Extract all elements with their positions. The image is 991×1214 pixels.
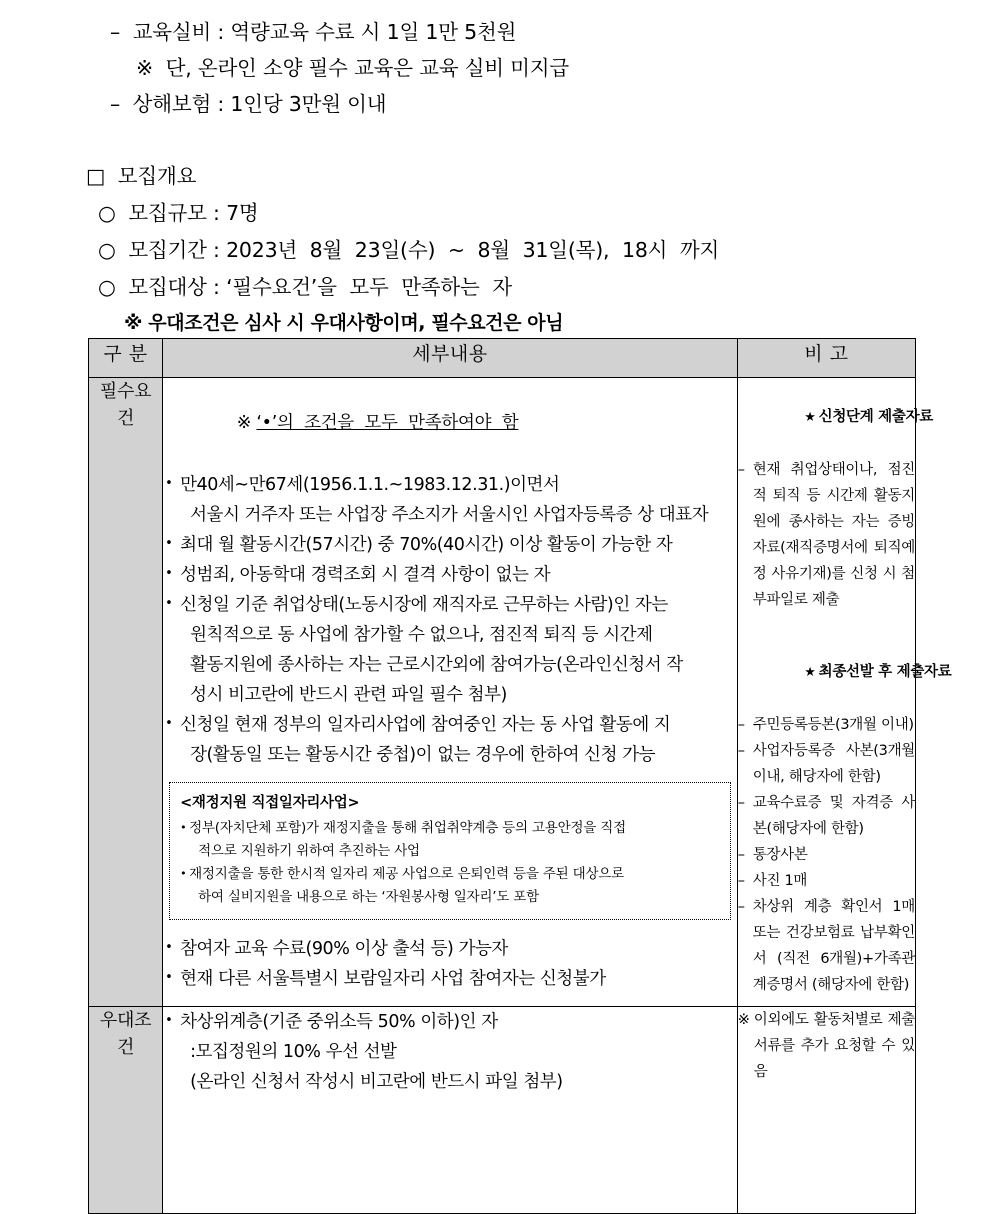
bigo-extra-note: ※ 이외에도 활동처별로 제출서류를 추가 요청할 수 있음 xyxy=(738,1007,915,1085)
row-bigo-preferred xyxy=(737,1007,915,1214)
list-item: – 사업자등록증 사본(3개월 이내, 해당자에 한함) xyxy=(738,738,915,790)
row-detail-preferred xyxy=(163,1007,738,1214)
bigo-section2-title xyxy=(738,633,952,712)
overview-note: ※ 우대조건은 심사 시 우대사항이며, 필수요건은 아님 xyxy=(124,312,564,334)
table-header-row xyxy=(89,339,916,378)
header-gubun: 구 분 xyxy=(89,339,163,378)
bigo-section1-title xyxy=(738,378,934,457)
list-item: • 최대 월 활동시간(57시간) 중 70%(40시간) 이상 활동이 가능한 자 xyxy=(163,530,737,560)
list-item: • 재정지출을 통한 한시적 일자리 제공 사업으로 은퇴인력 등을 주된 대상으로 하여 실비지원을 내용으로 하는 ‘자원봉사형 일자리’도 포함 xyxy=(180,863,720,909)
bigo-section2-title-text: 최종선발 후 제출자료 xyxy=(818,664,952,680)
list-item: • 성범죄, 아동학대 경력조회 시 결격 사항이 없는 자 xyxy=(163,560,737,590)
list-item: – 현재 취업상태이나, 점진적 퇴직 등 시간제 활동지원에 종사하는 자는 증빙자료(재직증명서에 퇴직예정 사유기재)를 신청 시 첨부파일로 제출 xyxy=(738,457,915,613)
intro-line-1: – 교육실비 : 역량교육 수료 시 1일 1만 5천원 xyxy=(110,20,517,44)
row-detail-required xyxy=(163,378,738,1007)
fiscal-box-title: <재정지원 직접일자리사업> xyxy=(180,795,360,811)
requirements-table-wrap xyxy=(88,338,952,1214)
list-item-continuation: 성시 비고란에 반드시 관련 파일 필수 첨부) xyxy=(190,685,507,705)
bigo-section2-list xyxy=(738,712,915,998)
intro-line-2: ※ 단, 온라인 소양 필수 교육은 교육 실비 미지급 xyxy=(136,56,569,80)
table-row-required xyxy=(89,378,916,1007)
list-item: • 차상위계층(기준 중위소득 50% 이하)인 자 :모집정원의 10% 우선 선발 (온라인 신청서 작성시 비고란에 반드시 파일 첨부) xyxy=(163,1007,737,1097)
overview-item-scale: ○ 모집규모 : 7명 xyxy=(98,201,259,225)
list-item: – 통장사본 xyxy=(738,842,915,868)
list-item-continuation: (온라인 신청서 작성시 비고란에 반드시 파일 첨부) xyxy=(190,1072,563,1092)
required-bullet-list xyxy=(163,470,737,770)
overview-item-target: ○ 모집대상 : ‘필수요건’을 모두 만족하는 자 xyxy=(98,275,512,299)
list-item: – 교육수료증 및 자격증 사본(해당자에 한함) xyxy=(738,790,915,842)
star-icon-2: ★ xyxy=(804,665,816,680)
list-item-continuation: 활동지원에 종사하는 자는 근로시간외에 참여가능(온라인신청서 작 xyxy=(190,655,683,675)
fiscal-support-box xyxy=(169,782,731,920)
required-bullet-list-after xyxy=(163,934,737,994)
header-detail: 세부내용 xyxy=(163,339,738,378)
list-item: – 차상위 계층 확인서 1매 또는 건강보험료 납부확인서 (직전 6개월)+가족관계증명서 (해당자에 한함) xyxy=(738,894,915,998)
fiscal-box-bullet-list xyxy=(180,817,720,909)
intro-line-3: – 상해보험 : 1인당 3만원 이내 xyxy=(110,92,387,116)
list-item-continuation: 장(활동일 또는 활동시간 중첩)이 없는 경우에 한하여 신청 가능 xyxy=(190,745,656,765)
header-bigo: 비 고 xyxy=(737,339,915,378)
list-item-continuation: 하여 실비지원을 내용으로 하는 ‘자원봉사형 일자리’도 포함 xyxy=(198,889,539,905)
bigo-section1-title-text: 신청단계 제출자료 xyxy=(818,409,934,425)
bigo-spacer xyxy=(738,613,915,633)
note-underlined-text: ‘•’의 조건을 모두 만족하여야 함 xyxy=(256,413,519,433)
list-item: • 참여자 교육 수료(90% 이상 출석 등) 가능자 xyxy=(163,934,737,964)
note-star: ※ xyxy=(236,413,257,433)
list-item-continuation: 서울시 거주자 또는 사업장 주소지가 서울시인 사업자등록증 상 대표자 xyxy=(190,505,709,525)
preferred-bullet-list xyxy=(163,1007,737,1097)
list-item-continuation: 원칙적으로 동 사업에 참가할 수 없으나, 점진적 퇴직 등 시간제 xyxy=(190,625,653,645)
list-item-continuation: 적으로 지원하기 위하여 추진하는 사업 xyxy=(198,843,420,859)
star-icon: ★ xyxy=(804,410,816,425)
list-item-continuation: :모집정원의 10% 우선 선발 xyxy=(190,1042,397,1062)
list-item: • 만40세~만67세(1956.1.1.~1983.12.31.)이면서 서울시 거주자 또는 사업장 주소지가 서울시인 사업자등록증 상 대표자 xyxy=(163,470,737,530)
required-condition-note xyxy=(163,378,737,468)
list-item: • 신청일 현재 정부의 일자리사업에 참여중인 자는 동 사업 활동에 지 장(활동일 또는 활동시간 중첩)이 없는 경우에 한하여 신청 가능 xyxy=(163,710,737,770)
list-item: • 신청일 기준 취업상태(노동시장에 재직자로 근무하는 사람)인 자는 원칙적으로 동 사업에 참가할 수 없으나, 점진적 퇴직 등 시간제 활동지원에 종사하는 자는 근로시간외에 참여가능(온라인신청서 작 성시 비고란에 반드시 관련 파일 필수 첨부) xyxy=(163,590,737,710)
bigo-section1-list xyxy=(738,457,915,613)
table-row-preferred xyxy=(89,1007,916,1214)
row-label-preferred: 우대조 건 xyxy=(89,1007,163,1214)
list-item: – 사진 1매 xyxy=(738,868,915,894)
requirements-table xyxy=(88,338,952,1214)
list-item: – 주민등록등본(3개월 이내) xyxy=(738,712,915,738)
overview-item-period: ○ 모집기간 : 2023년 8월 23일(수) ~ 8월 31일(목), 18시 까지 xyxy=(98,238,720,262)
row-label-required: 필수요 건 xyxy=(89,378,163,1007)
list-item: • 정부(자치단체 포함)가 재정지출을 통해 취업취약계층 등의 고용안정을 직접 적으로 지원하기 위하여 추진하는 사업 xyxy=(180,817,720,863)
overview-title: □ 모집개요 xyxy=(86,164,197,188)
overview-section xyxy=(0,157,991,340)
row-bigo-required xyxy=(737,378,952,1007)
intro-block xyxy=(0,14,991,122)
list-item: • 현재 다른 서울특별시 보람일자리 사업 참여자는 신청불가 xyxy=(163,964,737,994)
